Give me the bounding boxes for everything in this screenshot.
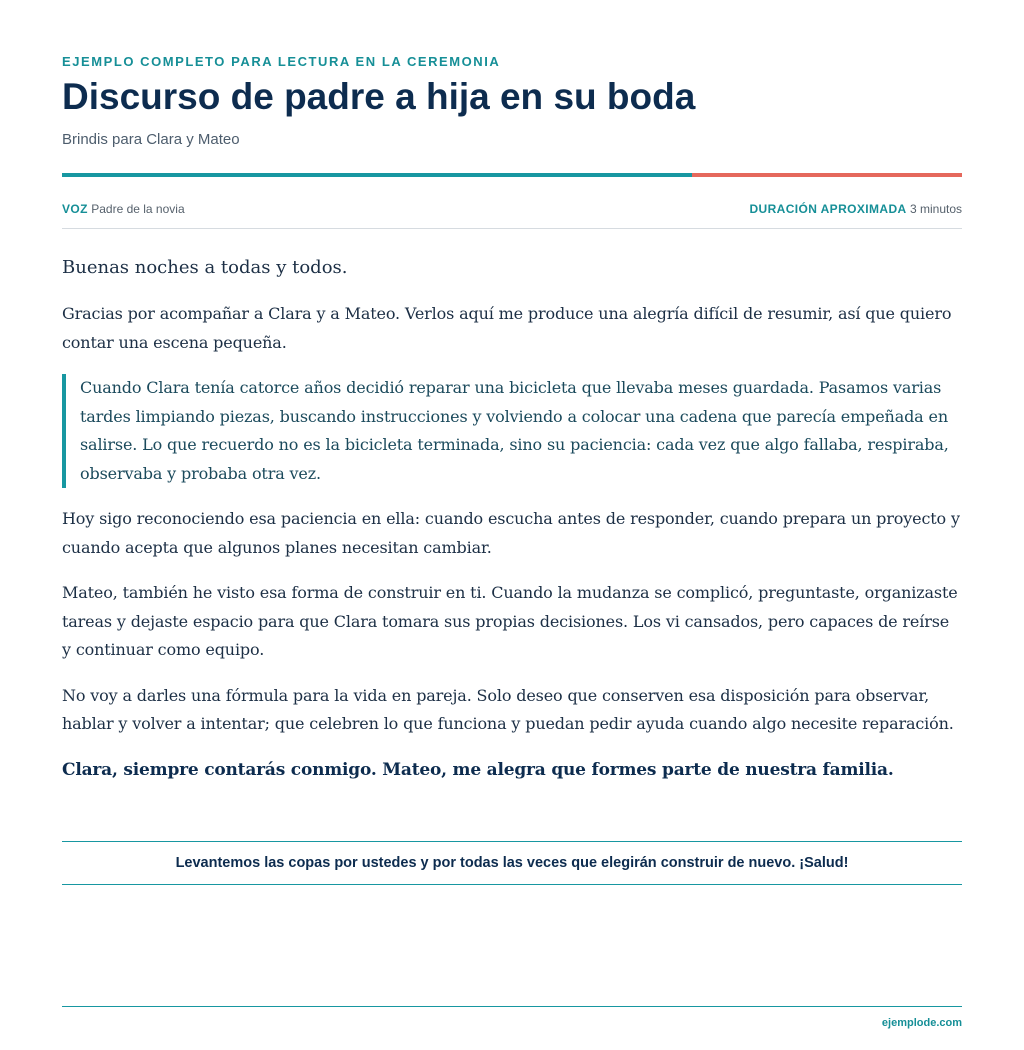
speech-paragraph: No voy a darles una fórmula para la vida en pareja. Solo deseo que conserven esa disposición para observar, hablar y volver a intentar; que celebren lo que funciona y puedan pedir ayuda cuando algo necesite reparación. bbox=[62, 685, 954, 733]
page-subtitle: Brindis para Clara y Mateo bbox=[62, 131, 240, 148]
voice-label: VOZ bbox=[62, 202, 88, 216]
speech-closing: Clara, siempre contarás conmigo. Mateo, me alegra que formes parte de nuestra familia. bbox=[62, 759, 894, 780]
toast-box bbox=[62, 841, 962, 885]
eyebrow-label: EJEMPLO COMPLETO PARA LECTURA EN LA CEREMONIA bbox=[62, 54, 501, 69]
toast-text: Levantemos las copas por ustedes y por todas las veces que elegirán construir de nuevo. ¡Salud! bbox=[175, 855, 849, 871]
footer-brand: ejemplode.com bbox=[881, 1017, 962, 1029]
speech-greeting: Buenas noches a todas y todos. bbox=[62, 257, 348, 278]
document-page bbox=[62, 0, 962, 1050]
duration-value: 3 minutos bbox=[909, 202, 962, 216]
speech-body bbox=[62, 253, 962, 784]
speech-paragraph: Hoy sigo reconociendo esa paciencia en ella: cuando escucha antes de responder, cuando prepara un proyecto y cuando acepta que algunos planes necesitan cambiar. bbox=[62, 509, 960, 557]
speech-paragraph: Mateo, también he visto esa forma de construir en ti. Cuando la mudanza se complicó, preguntaste, organizaste tareas y dejaste espacio para que Clara tomara sus propias decisiones. Los vi cansados, pero capaces de reírse y continuar como equipo. bbox=[62, 583, 958, 659]
voice-info bbox=[62, 202, 185, 216]
accent-rule-teal bbox=[62, 173, 692, 177]
header-accent-rule bbox=[62, 173, 962, 177]
speech-paragraph: Gracias por acompañar a Clara y a Mateo. Verlos aquí me produce una alegría difícil de resumir, así que quiero contar una escena pequeña. bbox=[62, 304, 952, 352]
voice-value: Padre de la novia bbox=[91, 202, 185, 216]
footer-divider bbox=[62, 1006, 962, 1007]
page-title: Discurso de padre a hija en su boda bbox=[62, 76, 696, 117]
accent-rule-coral bbox=[692, 173, 962, 177]
speech-meta bbox=[62, 202, 962, 218]
anecdote-quote: Cuando Clara tenía catorce años decidió reparar una bicicleta que llevaba meses guardada. Pasamos varias tardes limpiando piezas, buscando instrucciones y volviendo a colocar una cadena que parecía empeñada en salirse. Lo que recuerdo no es la bicicleta terminada, sino su paciencia: cada vez que algo fallaba, respiraba, observaba y probaba otra vez. bbox=[62, 374, 962, 488]
duration-label: DURACIÓN APROXIMADA bbox=[749, 202, 907, 216]
meta-divider bbox=[62, 228, 962, 229]
duration-info bbox=[749, 202, 962, 216]
